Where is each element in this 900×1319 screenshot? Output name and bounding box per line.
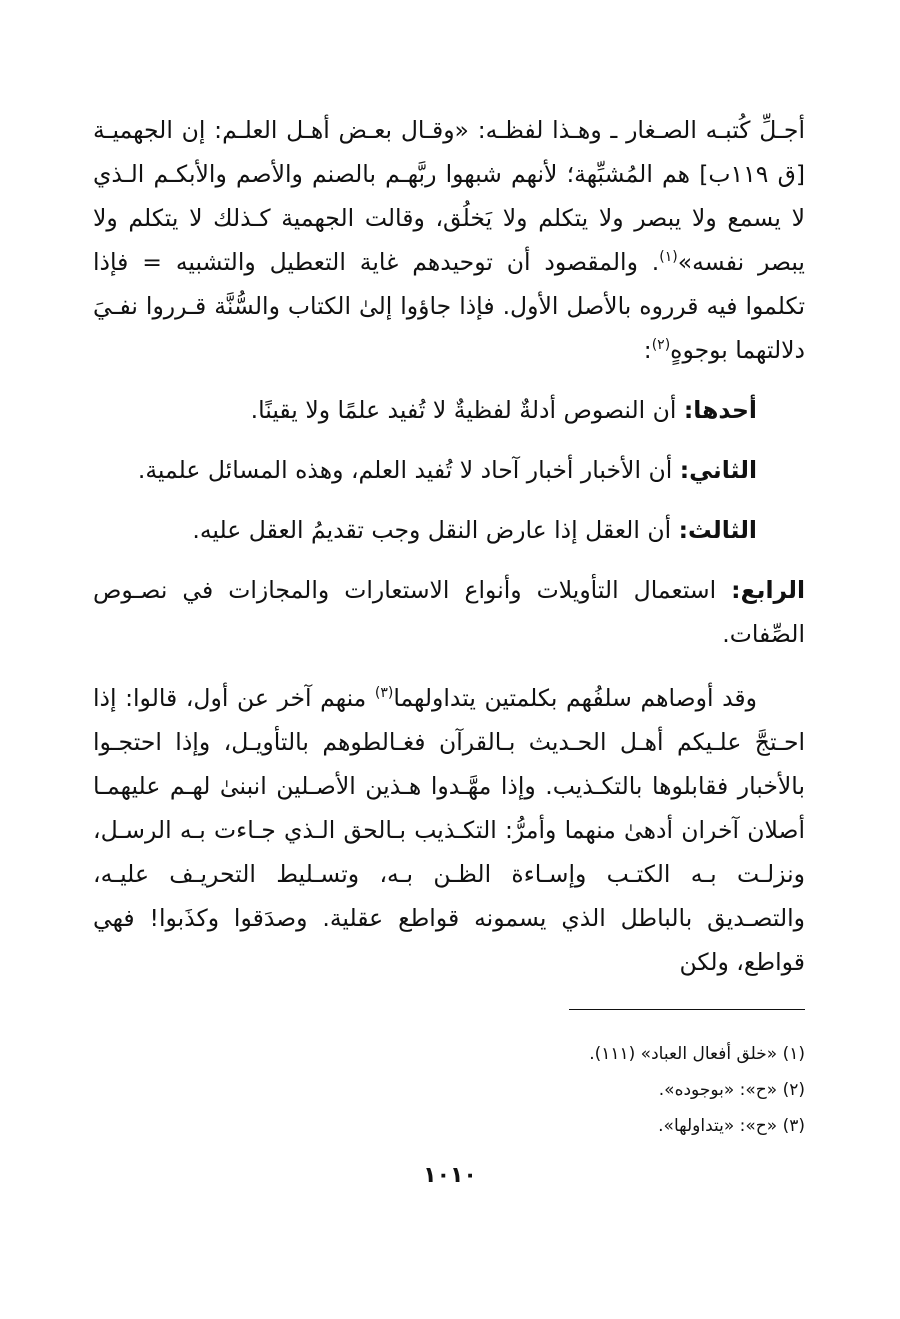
- footnote-ref-3[interactable]: (٣): [374, 685, 394, 702]
- paragraph-2: [93, 676, 805, 984]
- point-first-lead: أحدها:: [683, 396, 757, 424]
- footnote-ref-1[interactable]: (١): [659, 249, 678, 266]
- point-fourth-text: استعمال التأويلات وأنواع الاستعارات والمجازات في نصـوص الصِّفات.: [93, 576, 805, 648]
- point-third-text: أن العقل إذا عارض النقل وجب تقديمُ العقل عليه.: [192, 516, 679, 544]
- point-third-lead: الثالث:: [678, 516, 757, 544]
- footnote-2: [93, 1072, 805, 1108]
- footnote-ref-2[interactable]: (٢): [651, 337, 671, 354]
- footnote-2-text: «ح»: «بوجوده».: [658, 1080, 778, 1100]
- point-third: [93, 508, 805, 552]
- point-fourth: [93, 568, 805, 656]
- point-first: [93, 388, 805, 432]
- footnote-2-number: (٢): [782, 1080, 805, 1100]
- point-second-lead: الثاني:: [679, 456, 757, 484]
- point-first-text: أن النصوص أدلةٌ لفظيةٌ لا تُفيد علمًا ولا يقينًا.: [250, 396, 684, 424]
- paragraph-1-continuation: . والمقصود أن توحيدهم غاية التعطيل والتشبيه = فإذا تكلموا فيه قرروه بالأصل الأول. فإذا جاؤوا إلىٰ الكتاب والسُّنَّة قـرروا نفـيَ دلالتهما بوجوهٍ: [93, 248, 805, 364]
- footnote-1-text: «خلق أفعال العباد» (١١١).: [589, 1044, 778, 1064]
- footnote-3-number: (٣): [782, 1116, 805, 1136]
- point-fourth-lead: الرابع:: [731, 576, 805, 604]
- page-body: [93, 108, 805, 984]
- paragraph-1-end: :: [643, 336, 652, 364]
- point-second: [93, 448, 805, 492]
- paragraph-2-start: وقد أوصاهم سلفُهم بكلمتين يتداولهما: [393, 684, 757, 712]
- footnotes: [93, 1036, 805, 1144]
- page-number: ١٠١٠: [423, 1163, 477, 1188]
- paragraph-1: [93, 108, 805, 372]
- paragraph-2-rest: منهم آخر عن أول، قالوا: إذا احـتجَّ علـيكم أهـل الحـديث بـالقرآن فغـالطوهم بالتأويـل، وإذا احتجـوا بالأخبار فقابلوها بالتكـذيب. وإذا مهَّـدوا هـذين الأصـلين انبنىٰ لهـم عليهمـا أصلان آخران أدهىٰ منهما وأمرُّ: التكـذيب بـالحق الـذي جـاءت بـه الرسـل، ونزلـت بـه الكتـب وإسـاءة الظـن بـه، وتسـليط التحريـف عليـه، والتصـديق بالباطل الذي يسمونه قواطع عقلية. وصدَقوا وكذَبوا! فهي قواطع، ولكن: [93, 684, 805, 976]
- footnote-divider: [569, 1009, 805, 1010]
- footnote-3-text: «ح»: «يتداولها».: [658, 1116, 778, 1136]
- paragraph-1-text: أجـلِّ كُتبـه الصـغار ـ وهـذا لفظـه: «وقـال بعـض أهـل العلـم: إن الجهميـة [ق ١١٩ب] هم المُشبِّهة؛ لأنهم شبهوا ربَّهـم بالصنم والأصم والأبكـم الـذي لا يسمع ولا يبصر ولا يتكلم ولا يَخلُق، وقالت الجهمية كـذلك لا يتكلم ولا يبصر نفسه»: [93, 116, 805, 276]
- point-second-text: أن الأخبار أخبار آحاد لا تُفيد العلم، وهذه المسائل علمية.: [137, 456, 680, 484]
- footnote-1: [93, 1036, 805, 1072]
- footnote-3: [93, 1108, 805, 1144]
- footnote-1-number: (١): [782, 1044, 805, 1064]
